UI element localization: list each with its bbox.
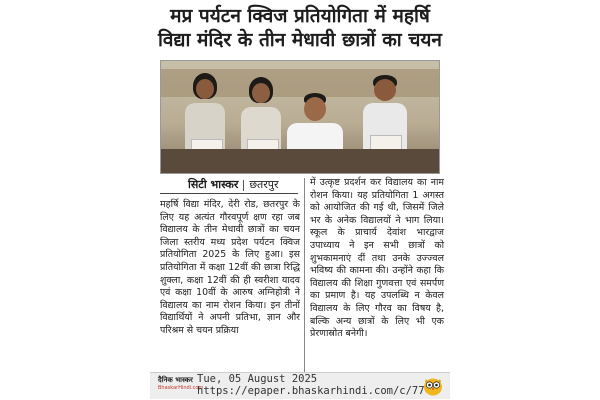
news-photo: [160, 60, 440, 174]
byline-separator: [243, 180, 244, 191]
headline-line-2: विद्या मंदिर के तीन मेधावी छात्रों का चयन: [158, 29, 442, 51]
headline-line-1: मप्र पर्यटन क्विज प्रतियोगिता में महर्षि: [170, 5, 430, 27]
publisher-logo: [158, 376, 204, 396]
column-divider: [304, 178, 305, 374]
publish-date: Tue, 05 August 2025: [197, 373, 318, 385]
article-column-2: में उत्कृष्ट प्रदर्शन कर विद्यालय का नाम रोशन किया। यह प्रतियोगिता 1 अगस्त को आयोजित की गई थी, जिसमें जिले भर के अनेक विद्यालयों ने भाग लिया। स्कूल के प्राचार्य देवांश भारद्वाज उपाध्याय ने इन सभी छात्रों को शुभकामनाएं दीं तथा उनके उज्ज्वल भविष्य की कामना की। उन्होंने कहा कि विद्यालय की शिक्षा गुणवत्ता एवं समर्पण का प्रमाण है। यह उपलब्धि न केवल विद्यालय के लिए गौरव का विषय है, बल्कि अन्य छात्रों के लिए भी एक प्रेरणास्रोत बनेगी।: [310, 177, 444, 340]
photo-desk: [161, 149, 439, 173]
byline-location: छतरपुर: [249, 178, 279, 191]
epaper-url[interactable]: https://epaper.bhaskarhindi.com/c/77: [197, 385, 425, 397]
owl-icon: [422, 376, 444, 396]
logo-main-text: दैनिक भास्कर: [158, 376, 193, 384]
byline-rule: [160, 193, 298, 194]
logo-sub-text: BhaskarHindi.com: [158, 385, 204, 391]
byline: [188, 177, 279, 192]
byline-source: सिटी भास्कर: [188, 178, 239, 191]
headline: [150, 4, 450, 52]
article-column-1: महर्षि विद्या मंदिर, देरी रोड, छतरपुर के लिए यह अत्यंत गौरवपूर्ण क्षण रहा जब विद्यालय के तीन मेधावी छात्रों का चयन जिला स्तरीय मध्य प्रदेश पर्यटन क्विज प्रतियोगिता 2025 के लिए हुआ। इस प्रतियोगिता में कक्षा 12वीं की छात्रा रिद्धि शुक्ला, कक्षा 12वीं की ही स्वरीशा यादव एवं कक्षा 10वीं के आरुष अग्निहोत्री ने विद्यालय का नाम रोशन किया। इन तीनों विद्यार्थियों ने अपनी प्रतिभा, ज्ञान और परिश्रम से चयन प्रक्रिया: [160, 199, 300, 336]
